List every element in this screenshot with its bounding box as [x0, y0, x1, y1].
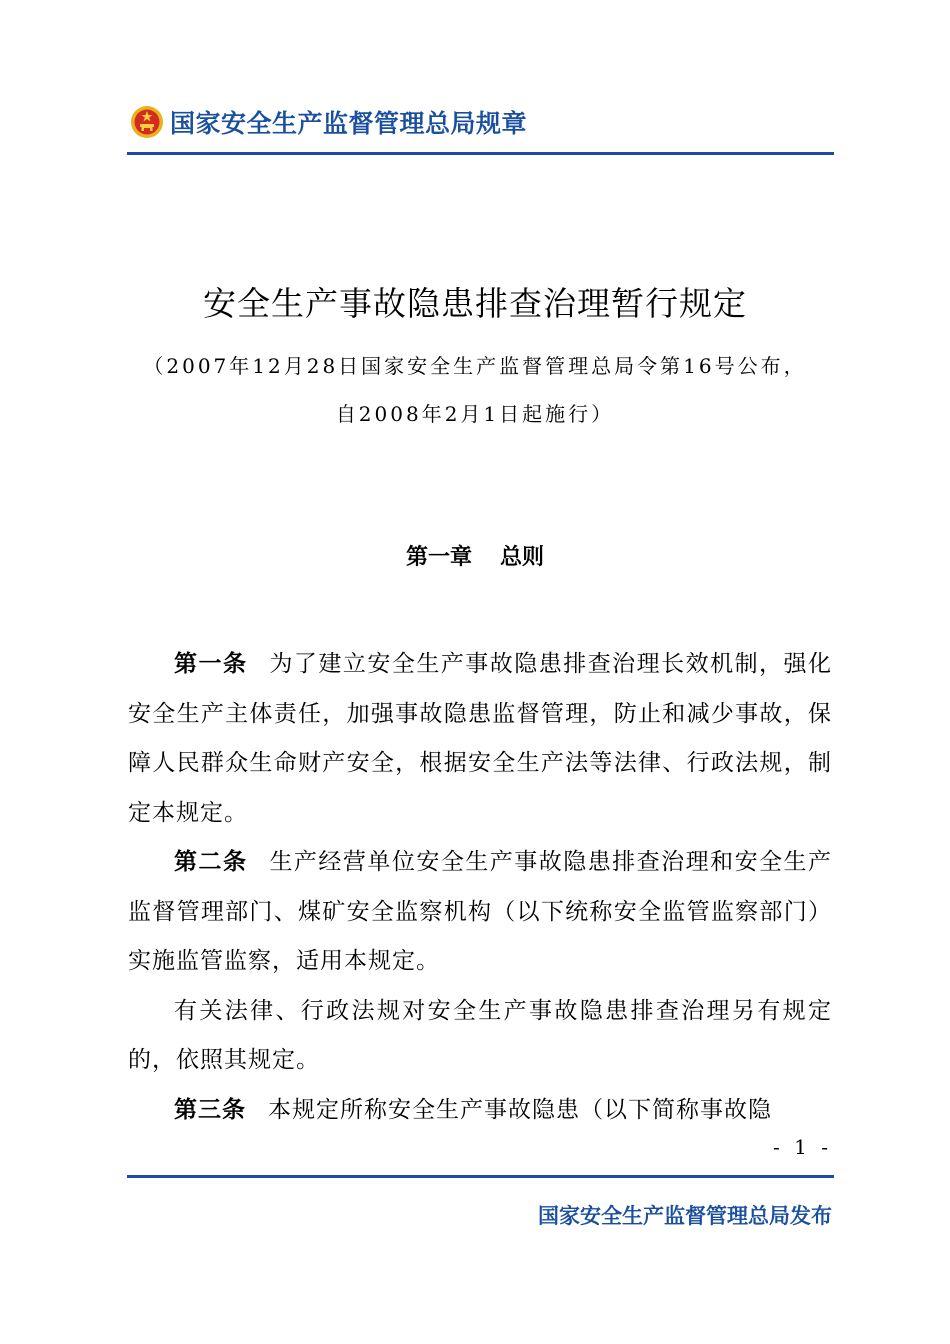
document-subtitle-line2: 自2008年2月1日起施行）	[335, 402, 615, 426]
page-number: - 1 -	[773, 1135, 832, 1159]
footer-divider	[127, 1175, 834, 1178]
paragraph-text: 为了建立安全生产事故隐患排查治理长效机制，强化安全生产主体责任，加强事故隐患监督管理，防止和减少事故，保障人民群众生命财产安全，根据安全生产法等法律、行政法规，制定本规定。	[128, 651, 833, 826]
paragraph-text: 本规定所称安全生产事故隐患（以下简称事故隐	[268, 1096, 772, 1123]
paragraph	[128, 640, 832, 838]
paragraph	[128, 987, 832, 1086]
article-label: 第一条	[174, 651, 248, 677]
document-body	[128, 640, 832, 1135]
national-emblem-icon	[130, 105, 164, 139]
footer-publisher: 国家安全生产监督管理总局发布	[538, 1204, 832, 1228]
paragraph-text: 生产经营单位安全生产事故隐患排查治理和安全生产监督管理部门、煤矿安全监察机构（以下统称安全监管监察部门）实施监管监察，适用本规定。	[128, 849, 833, 974]
article-label: 第二条	[174, 849, 248, 875]
header-divider	[127, 152, 834, 155]
paragraph	[128, 838, 832, 987]
chapter-number: 第一章	[405, 545, 472, 570]
header-title: 国家安全生产监督管理总局规章	[170, 109, 528, 138]
paragraph-text: 有关法律、行政法规对安全生产事故隐患排查治理另有规定的，依照其规定。	[128, 997, 832, 1073]
document-title: 安全生产事故隐患排查治理暂行规定	[203, 284, 747, 323]
chapter-name: 总则	[500, 545, 545, 570]
article-label: 第三条	[174, 1096, 246, 1123]
paragraph	[128, 1086, 832, 1136]
page-header	[130, 100, 527, 144]
chapter-heading	[0, 540, 950, 571]
document-subtitle-line1: （2007年12月28日国家安全生产监督管理总局令第16号公布，	[143, 354, 807, 378]
